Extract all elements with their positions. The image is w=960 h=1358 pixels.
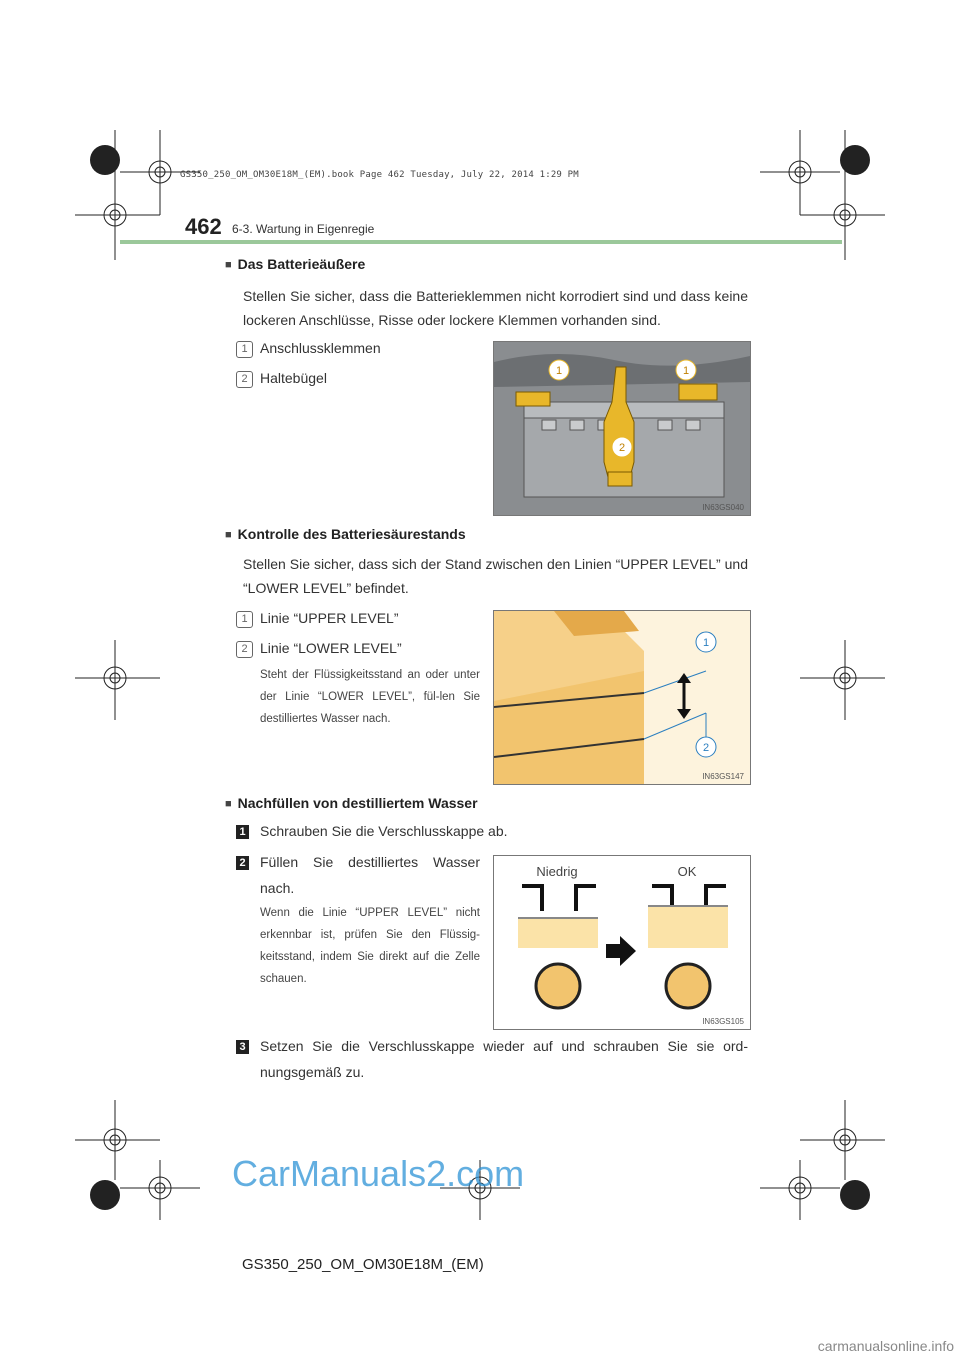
callout-upper: 1 <box>702 637 710 649</box>
battery-terminals-figure <box>493 341 751 516</box>
step-number-2: 2 <box>236 856 249 870</box>
refill-illustration <box>494 856 750 1029</box>
watermark-logo: CarManuals2.com <box>232 1153 525 1194</box>
step-number-1: 1 <box>236 825 249 839</box>
step-text-3: Setzen Sie die Verschlusskappe wieder auf und schrauben Sie sie ord-nungsgemäß zu. <box>260 1038 748 1080</box>
callout-2: 2 <box>618 442 626 454</box>
section-title: 6-3. Wartung in Eigenregie <box>232 222 375 236</box>
acid-level-figure <box>493 610 751 785</box>
file-stamp: GS350_250_OM_OM30E18M_(EM).book Page 462 Tuesday, July 22, 2014 1:29 PM <box>180 170 579 180</box>
callout-number: 2 <box>236 641 253 658</box>
callout-lower: 2 <box>702 742 710 754</box>
step-text-2: Füllen Sie destilliertes Wasser nach. <box>260 854 480 896</box>
acid-item-2 <box>236 638 402 658</box>
callout-number: 1 <box>236 341 253 358</box>
footer-doc-code: GS350_250_OM_OM30E18M_(EM) <box>242 1256 484 1273</box>
acid-item-1 <box>236 608 399 628</box>
item-label: Haltebügel <box>260 370 327 386</box>
callout-1b: 1 <box>682 365 690 377</box>
exterior-item-2 <box>236 368 327 388</box>
heading-exterior: ■ Das Batterieäußere <box>225 256 365 272</box>
callout-number: 2 <box>236 371 253 388</box>
callout-number: 1 <box>236 611 253 628</box>
refill-figure <box>493 855 751 1030</box>
item-label: Linie “UPPER LEVEL” <box>260 610 399 626</box>
refill-note: Wenn die Linie “UPPER LEVEL” nicht erkennbar ist, prüfen Sie den Flüssig-keitsstand, indem Sie direkt auf die Zelle schauen. <box>260 907 480 985</box>
acid-level-illustration <box>494 611 750 784</box>
figure-id: IN63GS147 <box>702 772 744 781</box>
exterior-text: Stellen Sie sicher, dass die Batterieklemmen nicht korrodiert sind und dass keine lockeren Anschlüsse, Risse oder lockere Klemmen vorhanden sind. <box>243 288 748 328</box>
exterior-item-1 <box>236 338 381 358</box>
step-text-1: Schrauben Sie die Verschlusskappe ab. <box>260 823 508 839</box>
page-number: 462 <box>185 214 222 239</box>
acid-note: Steht der Flüssigkeitsstand an oder unter der Linie “LOWER LEVEL”, fül-len Sie destilliertes Wasser nach. <box>260 669 480 725</box>
callout-1a: 1 <box>555 365 563 377</box>
figure-id: IN63GS105 <box>702 1017 744 1026</box>
item-label: Anschlussklemmen <box>260 340 381 356</box>
heading-refill: ■ Nachfüllen von destilliertem Wasser <box>225 795 478 811</box>
item-label: Linie “LOWER LEVEL” <box>260 640 402 656</box>
watermark-bottom: carmanualsonline.info <box>817 1338 954 1354</box>
figure-id: IN63GS040 <box>702 503 744 512</box>
label-low: Niedrig <box>536 864 578 879</box>
step-number-3: 3 <box>236 1040 249 1054</box>
heading-acid-level: ■ Kontrolle des Batteriesäurestands <box>225 526 466 542</box>
label-ok: OK <box>677 864 697 879</box>
header-rule <box>120 240 842 244</box>
battery-illustration <box>494 342 750 515</box>
acid-text: Stellen Sie sicher, dass sich der Stand zwischen den Linien “UPPER LEVEL” und “LOWER LEVEL” befindet. <box>243 556 748 596</box>
